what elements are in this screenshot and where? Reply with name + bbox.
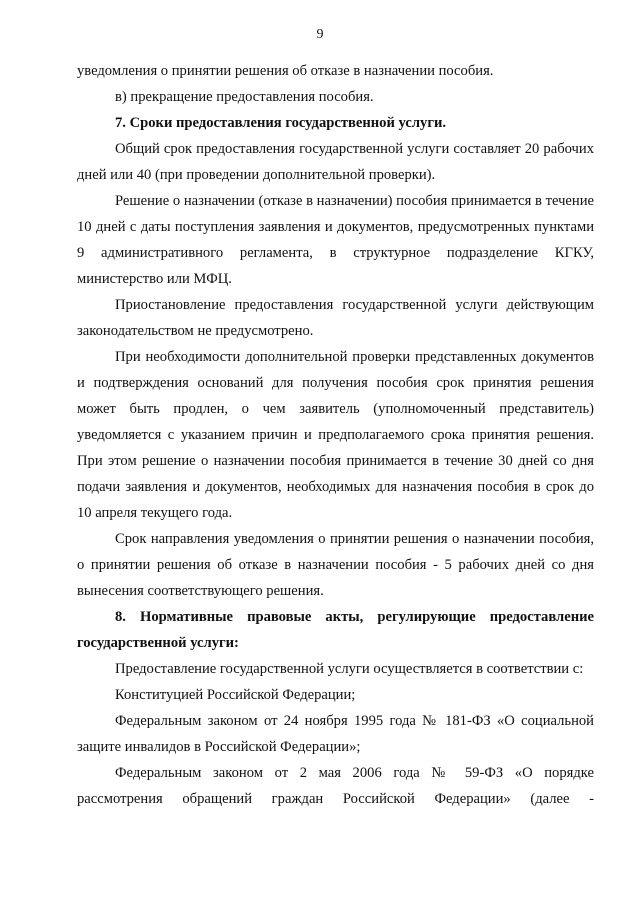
paragraph-constitution: Конституцией Российской Федерации; xyxy=(115,687,356,703)
paragraph-continuation: уведомления о принятии решения об отказе в назначении пособия. xyxy=(77,63,494,79)
paragraph-law-181: Федеральным законом от 24 ноября 1995 года № 181-ФЗ «О социальной защите инвалидов в Российской Федерации»; xyxy=(77,713,594,755)
paragraph-extension: При необходимости дополнительной проверки представленных документов и подтверждения оснований для получения пособия срок принятия решения может быть продлен, о чем заявитель (уполномоченный представитель) уведомляется с указанием причин и предполагаемого срока принятия решения. При этом решение о назначении пособия принимается в течение 30 дней со дня подачи заявления и документов, необходимых для назначения пособия в срок до 10 апреля текущего года. xyxy=(77,349,594,521)
paragraph-legal-basis-intro: Предоставление государственной услуги осуществляется в соответствии с: xyxy=(115,661,584,677)
section-heading-8: 8. Нормативные правовые акты, регулирующие предоставление государственной услуги: xyxy=(77,609,594,651)
paragraph-decision-term: Решение о назначении (отказе в назначении) пособия принимается в течение 10 дней с даты поступления заявления и документов, предусмотренных пунктами 9 административного регламента, в структурное подразделение КГКУ, министерство или МФЦ. xyxy=(77,193,594,287)
paragraph-law-59: Федеральным законом от 2 мая 2006 года № 59-ФЗ «О порядке рассмотрения обращений граждан Российской Федерации» (далее - xyxy=(77,765,594,807)
page-number: 9 xyxy=(316,27,324,42)
paragraph-suspension: Приостановление предоставления государственной услуги действующим законодательством не предусмотрено. xyxy=(77,297,594,339)
section-heading-7: 7. Сроки предоставления государственной услуги. xyxy=(115,115,447,131)
document-body xyxy=(77,58,594,812)
paragraph-notification-term: Срок направления уведомления о принятии решения о назначении пособия, о принятии решения об отказе в назначении пособия - 5 рабочих дней со дня вынесения соответствующего решения. xyxy=(77,531,594,599)
paragraph-list-item-v: в) прекращение предоставления пособия. xyxy=(115,89,374,105)
paragraph-general-term: Общий срок предоставления государственной услуги составляет 20 рабочих дней или 40 (при проведении дополнительной проверки). xyxy=(77,141,594,183)
